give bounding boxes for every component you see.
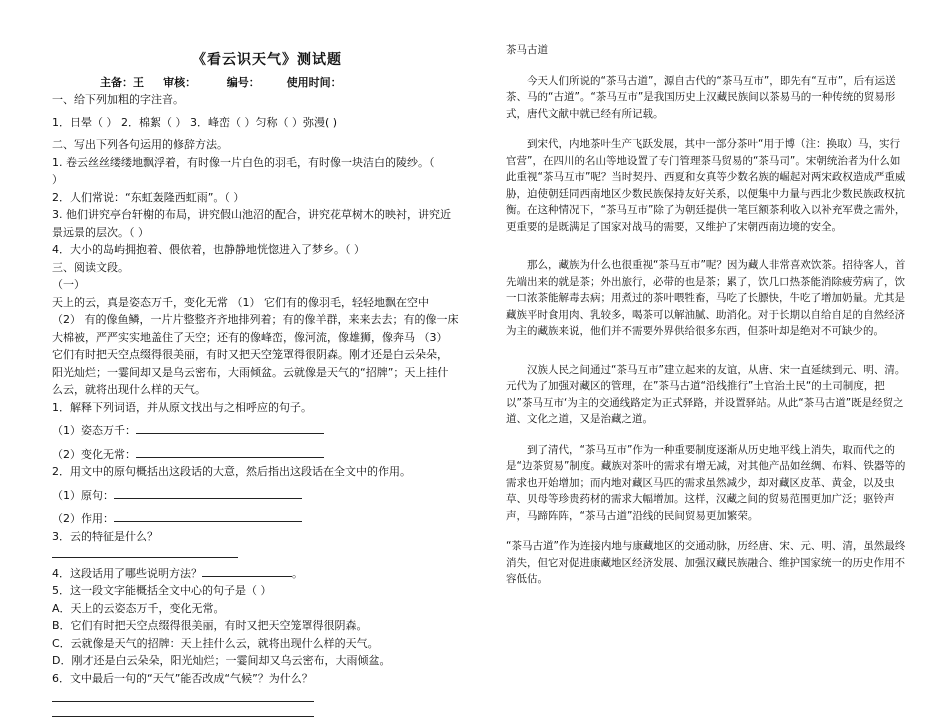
question-2b-label: （2）作用：	[52, 512, 114, 525]
question-1a	[52, 421, 452, 440]
question-2a-label: （1）原句：	[52, 488, 114, 502]
question-1: 1．解释下列词语，并从原文找出与之相呼应的句子。	[52, 400, 312, 414]
answer-line-6b[interactable]	[52, 702, 314, 717]
passage-line: 阳光灿烂；一霎间却又是乌云密布，大雨倾盆。云就像是天气的“招牌”；天上挂什	[52, 365, 449, 379]
option-b: B．它们有时把天空点缀得很美丽，有时又把天空笼罩得很阴森。	[52, 619, 368, 632]
page-title: 《看云识天气》测试题	[192, 52, 342, 68]
section-2-q4: 4．大小的岛屿拥抱着、偎依着，也静静地恍惚进入了梦乡。（ ）	[52, 243, 365, 256]
answer-blank-1b[interactable]	[136, 445, 324, 458]
section-2-q2: 2．人们常说：“东虹轰隆西虹雨”。（ ）	[52, 190, 245, 204]
answer-blank-3[interactable]	[52, 545, 238, 558]
answer-blank-2a[interactable]	[114, 486, 302, 499]
article-title: 茶马古道	[506, 44, 548, 56]
question-2b	[52, 509, 452, 528]
worksheet-meta: 主备：王 审核： 编号： 使用时间：	[100, 75, 342, 89]
question-2a	[52, 486, 452, 505]
passage-line: 大棉被，严严实实地盖住了天空；还有的像峰峦，像河流，像雄狮，像奔马 （3）	[52, 330, 448, 344]
passage-line: 么云，就将出现什么样的天气。	[52, 383, 206, 396]
question-1b-label: （2）变化无常：	[52, 447, 136, 461]
section-2-q3-line1: 3. 他们讲究亭台轩榭的布局，讲究假山池沼的配合，讲究花草树木的映衬，讲究近	[52, 208, 451, 221]
passage-line: 天上的云，真是姿态万千，变化无常 （1） 它们有的像羽毛，轻轻地飘在空中	[52, 295, 429, 309]
article-paragraph-5: 到了清代，“茶马互市”作为一种重要制度逐渐从历史地平线上消失，取而代之的是“边茶贸易”制度。藏族对茶叶的需求有增无减，对其他产品如丝绸、布料、铁器等的需求也开始增加；而内地对藏区马匹的需求虽然减少，却对藏区皮革、黄金，以及虫草、贝母等珍贵药材的需求大幅增加。这样，汉藏之间的贸易范围更加广泛；驱铃声声，马蹄阵阵，“茶马古道”沿线的民间贸易更加繁荣。	[506, 443, 906, 522]
question-1b	[52, 445, 452, 464]
question-6: 6．文中最后一句的“天气”能否改成“气候”？为什么？	[52, 671, 313, 685]
answer-blank-1a[interactable]	[136, 421, 324, 434]
option-d: D．刚才还是白云朵朵，阳光灿烂；一霎间却又乌云密布，大雨倾盆。	[52, 654, 391, 667]
article-paragraph-4: 汉族人民之间通过“茶马互市”建立起来的友谊，从唐、宋一直延续到元、明、清。元代为了加强对藏区的管理，在”茶马古道“沿线推行”土官治土民“的土司制度，把以”茶马互市‘为主的交通线路定为正式驿路，并设置驿站。从此“茶马古道”既是经贸之道、文化之道，又是治藏之道。	[506, 363, 906, 425]
right-column	[506, 42, 906, 588]
question-4-end: 。	[292, 566, 303, 580]
article-paragraph-3: 那么，藏族为什么也很重视“茶马互市”呢？因为藏人非常喜欢饮茶。招待客人，首先端出来的就是茶；外出旅行，必带的也是茶；累了，饮几口热茶能消除疲劳病了，饮一口浓茶能解毒去病；用煮过的茶叶喂牲畜，马吃了长膘快，牛吃了增加奶量。尤其是藏族平时食用肉、乳较多，喝茶可以解油腻、助消化。对于长期以自给自足的自然经济为主的藏族来说，他们并不需要外界供给很多东西，但茶叶却是绝对不可缺少的。	[506, 259, 906, 337]
section-3-subheading: （一）	[52, 278, 85, 291]
section-2-q1-end: ）	[52, 173, 63, 186]
option-a: A．天上的云姿态万千，变化无常。	[52, 601, 225, 615]
answer-line-6a[interactable]	[52, 687, 314, 702]
option-c: C．云就像是天气的招牌：天上挂什么云，就将出现什么样的天气。	[52, 636, 379, 650]
section-1-heading: 一、给下列加粗的字注音。	[52, 93, 184, 106]
question-4-label: 4．这段话用了哪些说明方法？	[52, 566, 202, 580]
section-3-heading: 三、阅读文段。	[52, 260, 129, 274]
passage-line: （2） 有的像鱼鳞，一片片整整齐齐地排列着；有的像羊群，来来去去；有的像一床	[52, 313, 459, 326]
question-2: 2．用文中的原句概括出这段话的大意，然后指出这段话在全文中的作用。	[52, 465, 411, 478]
left-column	[52, 52, 459, 717]
section-2-q3-line2: 景远景的层次。（ ）	[52, 225, 149, 239]
article-paragraph-1: 今天人们所说的“茶马古道”，源自古代的“茶马互市”，即先有“互市”，后有运送茶、马的“古道”。“茶马互市”是我国历史上汉藏民族间以茶易马的一种传统的贸易形式，唐代文献中就已经有所记载。	[506, 74, 896, 120]
section-1-items: 1．日晕（ ） 2．棉絮（ ） 3．峰峦（ ）匀称（ ）弥漫( )	[52, 115, 338, 129]
answer-blank-4[interactable]	[202, 564, 292, 577]
question-1a-label: （1）姿态万千：	[52, 424, 136, 437]
section-2-q1: 1. 卷云丝丝缕缕地飘浮着，有时像一片白色的羽毛，有时像一块洁白的陵纱。（	[52, 155, 435, 169]
answer-blank-3-row	[52, 545, 452, 564]
article-paragraph-6: “茶马古道”作为连接内地与康藏地区的交通动脉，历经唐、宋、元、明、清，虽然最终消失，但它对促进康藏地区经济发展、加强汉藏民族融合、维护国家统一的历史作用不容低估。	[506, 540, 906, 585]
question-3: 3．云的特征是什么？	[52, 529, 158, 543]
article-paragraph-2: 到宋代，内地茶叶生产飞跃发展，其中一部分茶叶“用于博（注：换取）马，实行官营”，在四川的名山等地设置了专门管理茶马贸易的“茶马司”。宋朝统治者为什么如此重视“茶马互市”呢？当时契丹、西夏和女真等少数名族的崛起对两宋政权造成严重威胁，迫使朝廷同西南地区少数民族保持友好关系，以便集中力量与西北少数民族政权抗衡。在这种情况下，“茶马互市”除了为朝廷提供一笔巨额茶利收入以补充军费之需外，更重要的是既满足了国家对战马的需要，又维护了宋朝西南边境的安全。	[506, 138, 906, 233]
reading-passage	[52, 294, 459, 399]
answer-blank-2b[interactable]	[114, 509, 302, 522]
question-4	[52, 564, 452, 583]
question-5: 5．这一段文字能概括全文中心的句子是（ ）	[52, 584, 272, 597]
passage-line: 它们有时把天空点缀得很美丽，有时又把天空笼罩得很阴森。刚才还是白云朵朵，	[52, 348, 448, 361]
section-2-heading: 二、写出下列各句运用的修辞方法。	[52, 138, 228, 151]
